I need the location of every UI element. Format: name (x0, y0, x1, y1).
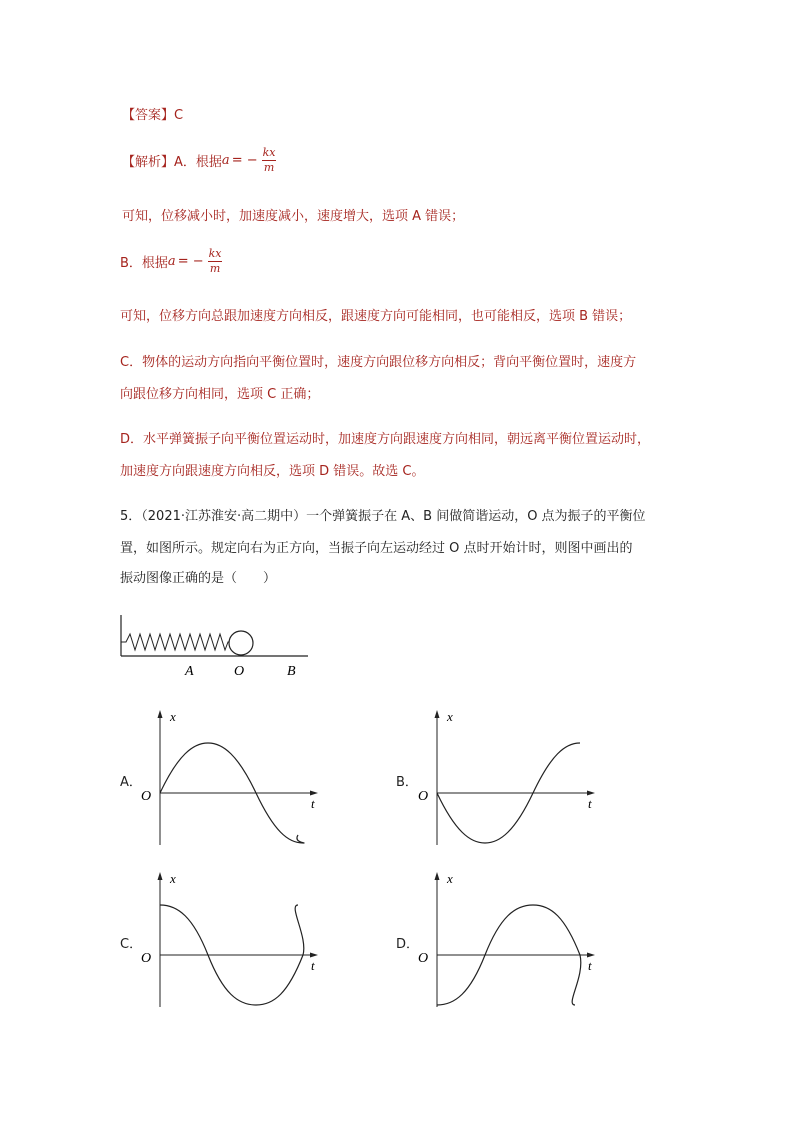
origin-label: O (141, 951, 152, 966)
x-axis-label: t (311, 796, 315, 811)
x-axis-arrow (587, 791, 595, 796)
label-a: A (185, 664, 194, 679)
x-axis-label: t (311, 958, 315, 973)
spring-oscillator-figure (110, 610, 320, 685)
formula-denominator: m (263, 161, 275, 174)
oscillator-ball (229, 631, 253, 655)
x-axis-arrow (587, 953, 595, 958)
origin-label: O (418, 789, 429, 804)
y-axis-arrow (158, 710, 163, 718)
question-line2: 置，如图所示。规定向右为正方向，当振子向左运动经过 O 点时开始计时，则图中画出的 (120, 541, 633, 556)
origin-label: O (141, 789, 152, 804)
option-c-label: C． (120, 937, 143, 952)
formula-lhs: a (221, 153, 230, 168)
formula-numerator: kx (262, 146, 276, 159)
analysis-d-line1: D．水平弹簧振子向平衡位置运动时，加速度方向跟速度方向相同，朝远离平衡位置运动时， (120, 432, 651, 447)
formula-b-eq: = − (177, 254, 204, 269)
label-b: B (287, 664, 296, 679)
analysis-a-prefix: A．根据 (174, 155, 222, 170)
y-axis-arrow (158, 872, 163, 880)
option-d-label: D． (396, 937, 420, 952)
analysis-b-line (120, 247, 222, 276)
y-axis-arrow (435, 710, 440, 718)
y-axis-arrow (435, 872, 440, 880)
y-axis-label: x (170, 709, 176, 724)
option-a-label: A． (120, 775, 142, 790)
x-axis-label: t (588, 958, 592, 973)
formula-b-denominator: m (209, 262, 221, 275)
formula-eq: = − (231, 153, 258, 168)
answer-line (122, 104, 183, 123)
x-axis-arrow (310, 953, 318, 958)
option-d-graph[interactable] (415, 867, 605, 1012)
question-line1: 5．（2021·江苏淮安·高二期中）一个弹簧振子在 A、B 间做简谐运动，O 点为振子的平衡位 (120, 509, 646, 524)
analysis-d-line2: 加速度方向跟速度方向相反，选项 D 错误。故选 C。 (120, 464, 425, 479)
formula-b-lhs: a (167, 254, 176, 269)
option-b-label: B． (396, 775, 418, 790)
y-axis-label: x (447, 871, 453, 886)
spring-coil (121, 634, 230, 650)
origin-label: O (418, 951, 429, 966)
y-axis-label: x (447, 709, 453, 724)
analysis-a-conclusion: 可知，位移减小时，加速度减小，速度增大，选项 A 错误； (122, 209, 465, 224)
formula-b (168, 247, 223, 276)
formula-a (222, 146, 277, 175)
analysis-c-line1: C．物体的运动方向指向平衡位置时，速度方向跟位移方向相反；背向平衡位置时，速度方 (120, 355, 637, 370)
option-c-graph[interactable] (138, 867, 328, 1012)
analysis-label: 【解析】 (122, 155, 175, 170)
x-axis-label: t (588, 796, 592, 811)
label-o: O (234, 664, 245, 679)
analysis-a-line (122, 146, 276, 175)
answer-value: C (174, 108, 184, 123)
formula-b-numerator: kx (208, 247, 222, 260)
x-axis-arrow (310, 791, 318, 796)
option-b-graph[interactable] (415, 705, 605, 850)
formula-fraction (262, 146, 277, 175)
analysis-b-prefix: B．根据 (120, 256, 168, 271)
question-line3: 振动图像正确的是（ ） (120, 571, 277, 586)
option-a-graph[interactable] (138, 705, 328, 850)
answer-label: 【答案】 (122, 108, 175, 123)
formula-b-fraction (208, 247, 223, 276)
y-axis-label: x (170, 871, 176, 886)
analysis-b-conclusion: 可知，位移方向总跟加速度方向相反，跟速度方向可能相同，也可能相反，选项 B 错误； (120, 309, 632, 324)
analysis-c-line2: 向跟位移方向相同，选项 C 正确； (120, 387, 320, 402)
